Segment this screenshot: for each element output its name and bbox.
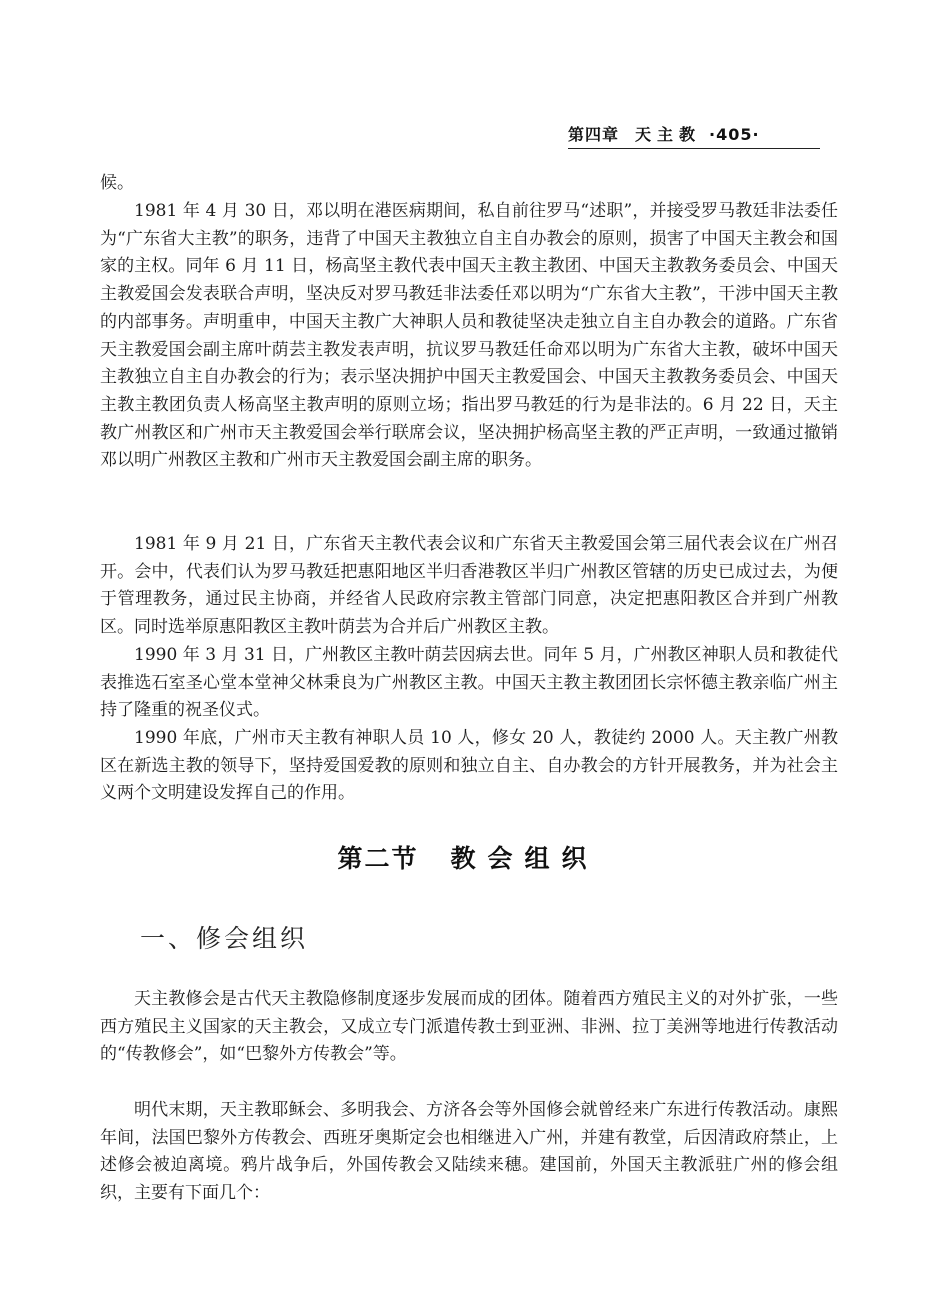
section-number: 第二节 — [337, 844, 419, 873]
paragraph-1981-april: 1981 年 4 月 30 日，邓以明在港医病期间，私自前往罗马“述职”，并接受罗马教廷非法委任为“广东省大主教”的职务，违背了中国天主教独立自主自办教会的原则，损害了中国天主教会和国家的主权。同年 6 月 11 日，杨高坚主教代表中国天主教主教团、中国天主教教务委员会、中国天主教爱国会发表联合声明，坚决反对罗马教廷非法委任邓以明为“广东省大主教”，干涉中国天主教的内部事务。声明重申，中国天主教广大神职人员和教徒坚决走独立自主自办教会的道路。广东省天主教爱国会副主席叶荫芸主教发表声明，抗议罗马教廷任命邓以明为广东省大主教，破坏中国天主教独立自主自办教会的行为；表示坚决拥护中国天主教爱国会、中国天主教教务委员会、中国天主教主教团负责人杨高坚主教声明的原则立场；指出罗马教廷的行为是非法的。6 月 22 日，天主教广州教区和广州市天主教爱国会举行联席会议，坚决拥护杨高坚主教的严正声明，一致通过撤销邓以明广州教区主教和广州市天主教爱国会副主席的职务。 — [100, 201, 838, 471]
paragraph-religious-orders-history: 明代末期，天主教耶稣会、多明我会、方济各会等外国修会就曾经来广东进行传教活动。康熙年间，法国巴黎外方传教会、西班牙奥斯定会也相继进入广州，并建有教堂，后因清政府禁止，上述修会被迫离境。鸦片战争后，外国传教会又陆续来穗。建国前，外国天主教派驻广州的修会组织，主要有下面几个： — [100, 1100, 838, 1204]
section-heading — [0, 842, 936, 876]
paragraph-1990-march: 1990 年 3 月 31 日，广州教区主教叶荫芸因病去世。同年 5 月，广州教区神职人员和教徒代表推选石室圣心堂本堂神父林秉良为广州教区主教。中国天主教主教团团长宗怀德主教亲临广州主持了隆重的祝圣仪式。 — [100, 645, 838, 721]
paragraph-religious-orders-intro: 天主教修会是古代天主教隐修制度逐步发展而成的团体。随着西方殖民主义的对外扩张，一些西方殖民主义国家的天主教会，又成立专门派遣传教士到亚洲、非洲、拉丁美洲等地进行传教活动的“传教修会”，如“巴黎外方传教会”等。 — [100, 989, 838, 1065]
chapter-title: 天主教 — [635, 125, 702, 144]
chapter-label: 第四章 — [568, 125, 620, 144]
section-title: 教会组织 — [450, 844, 599, 873]
paragraph-1990-end: 1990 年底，广州市天主教有神职人员 10 人，修女 20 人，教徒约 2000 人。天主教广州教区在新选主教的领导下，坚持爱国爱教的原则和独立自主、自办教会的方针开展教务，并为社会主义两个文明建设发挥自己的作用。 — [100, 728, 838, 804]
subsection-heading: 一、修会组织 — [140, 924, 309, 953]
running-header — [568, 124, 820, 149]
paragraph-continuation: 候。 — [100, 173, 134, 193]
page-number: ·405· — [709, 125, 760, 144]
paragraph-1981-september: 1981 年 9 月 21 日，广东省天主教代表会议和广东省天主教爱国会第三届代表会议在广州召开。会中，代表们认为罗马教廷把惠阳地区半归香港教区半归广州教区管辖的历史已成过去，为便于管理教务，通过民主协商，并经省人民政府宗教主管部门同意，决定把惠阳教区合并到广州教区。同时选举原惠阳教区主教叶荫芸为合并后广州教区主教。 — [100, 534, 838, 638]
